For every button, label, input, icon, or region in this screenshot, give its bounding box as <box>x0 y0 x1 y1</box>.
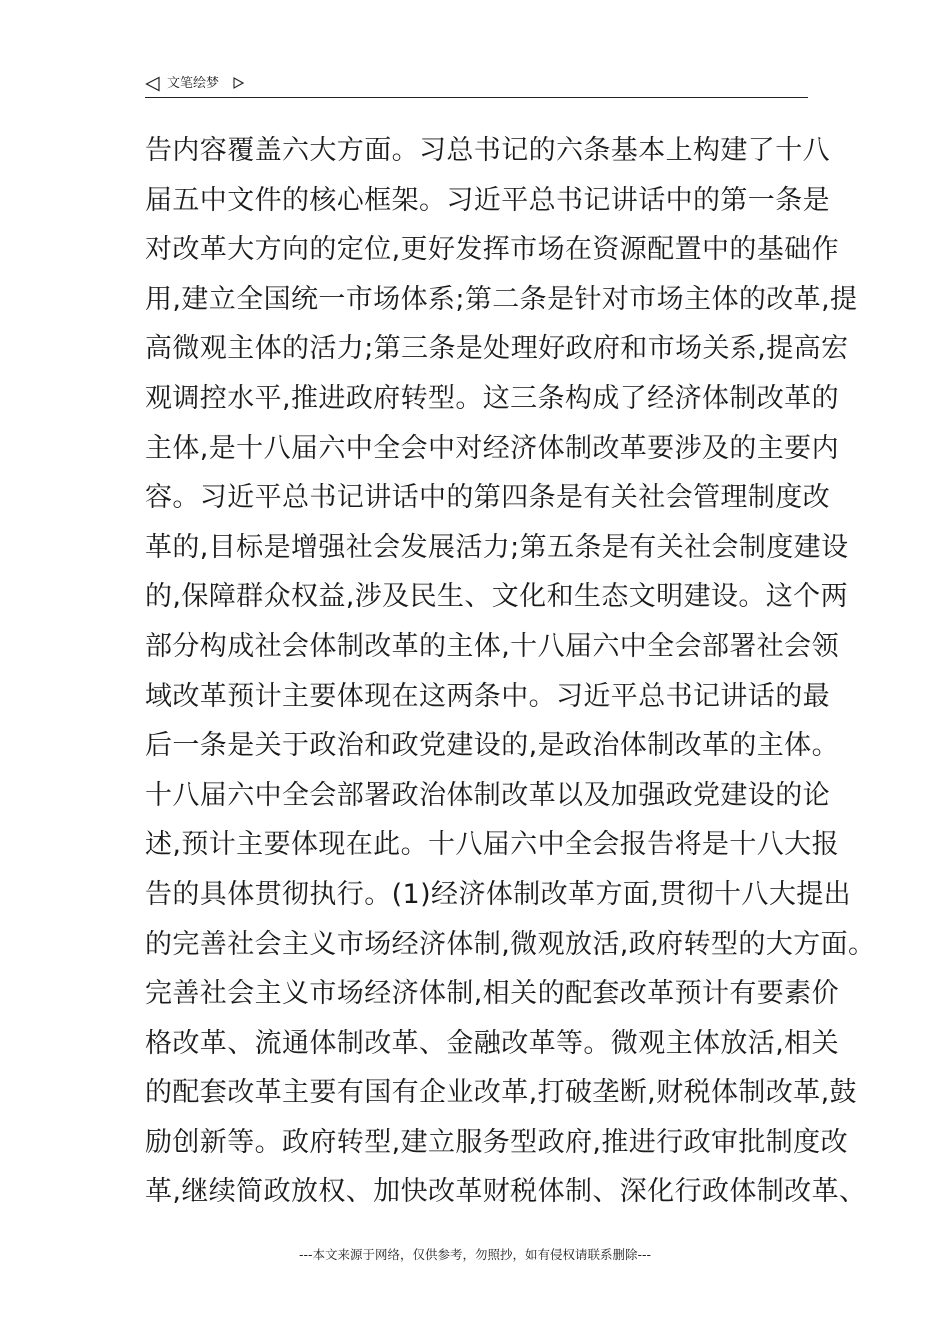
body-line: 完善社会主义市场经济体制,相关的配套改革预计有要素价 <box>145 978 839 1010</box>
body-line: 对改革大方向的定位,更好发挥市场在资源配置中的基础作 <box>145 234 839 266</box>
header-divider <box>145 97 808 98</box>
body-line: 励创新等。政府转型,建立服务型政府,推进行政审批制度改 <box>145 1126 848 1158</box>
page-header <box>145 74 808 98</box>
triangle-left-outline-icon <box>145 76 161 92</box>
body-line: 述,预计主要体现在此。十八届六中全会报告将是十八大报 <box>145 829 839 861</box>
document-body <box>145 126 876 1217</box>
header-title: 文笔绘梦 <box>167 76 220 91</box>
body-line: 部分构成社会体制改革的主体,十八届六中全会部署社会领 <box>145 630 839 662</box>
body-line: 主体,是十八届六中全会中对经济体制改革要涉及的主要内 <box>145 432 839 464</box>
body-line: 告的具体贯彻执行。(1)经济体制改革方面,贯彻十八大提出 <box>145 878 852 910</box>
body-line: 届五中文件的核心框架。习近平总书记讲话中的第一条是 <box>145 184 830 216</box>
body-line: 高微观主体的活力;第三条是处理好政府和市场关系,提高宏 <box>145 333 849 365</box>
page-footer-disclaimer: ---本文来源于网络，仅供参考，勿照抄，如有侵权请联系删除--- <box>298 1247 652 1262</box>
body-line: 的完善社会主义市场经济体制,微观放活,政府转型的大方面。 <box>145 928 876 960</box>
body-line: 革的,目标是增强社会发展活力;第五条是有关社会制度建设 <box>145 531 849 563</box>
body-line: 告内容覆盖六大方面。习总书记的六条基本上构建了十八 <box>145 135 830 166</box>
body-line: 后一条是关于政治和政党建设的,是政治体制改革的主体。 <box>145 730 839 762</box>
body-line: 观调控水平,推进政府转型。这三条构成了经济体制改革的 <box>145 382 839 414</box>
body-line: 用,建立全国统一市场体系;第二条是针对市场主体的改革,提 <box>145 283 858 315</box>
body-line: 的,保障群众权益,涉及民生、文化和生态文明建设。这个两 <box>145 581 848 613</box>
body-line: 域改革预计主要体现在这两条中。习近平总书记讲话的最 <box>145 680 830 712</box>
body-line: 格改革、流通体制改革、金融改革等。微观主体放活,相关 <box>145 1027 839 1059</box>
body-line: 十八届六中全会部署政治体制改革以及加强政党建设的论 <box>145 779 830 811</box>
triangle-right-outline-icon <box>233 77 244 89</box>
body-line: 革,继续简政放权、加快改革财税体制、深化行政体制改革、 <box>145 1176 867 1208</box>
body-line: 的配套改革主要有国有企业改革,打破垄断,财税体制改革,鼓 <box>145 1077 857 1109</box>
body-line: 容。习近平总书记讲话中的第四条是有关社会管理制度改 <box>145 482 830 514</box>
